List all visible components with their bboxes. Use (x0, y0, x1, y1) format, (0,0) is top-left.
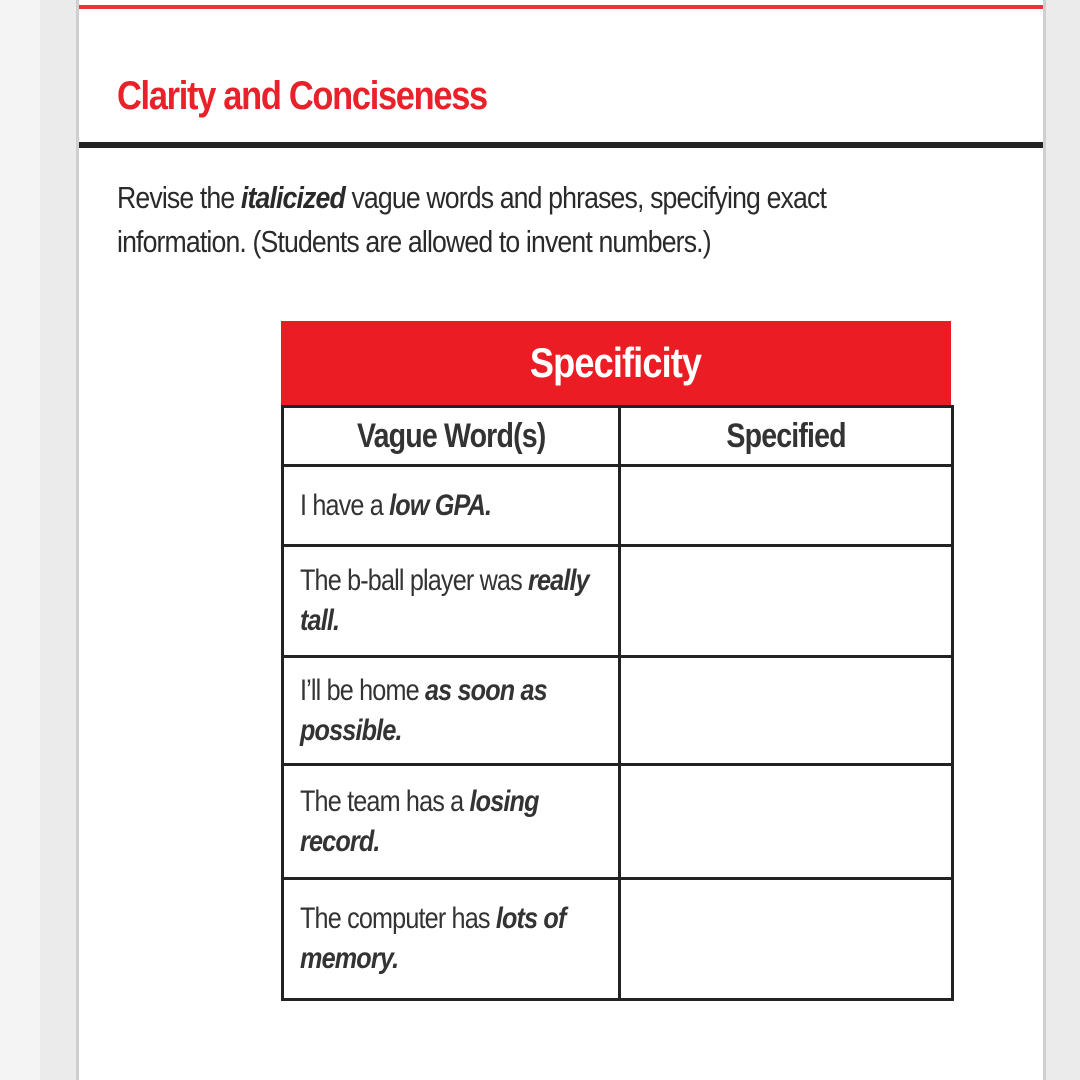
vague-phrase: as soon as possible. (300, 673, 547, 747)
table-row (283, 879, 953, 1000)
header-specified: Specified (620, 407, 953, 466)
vague-cell: I have a low GPA. (283, 466, 620, 546)
table-banner (281, 321, 951, 405)
specified-cell[interactable] (620, 546, 953, 657)
table-header-row (283, 407, 953, 466)
instructions-text-after: vague words and phrases, specifying exact information. (Students are allowed to invent numbers.) (117, 180, 827, 259)
vague-cell: The b-ball player was really tall. (283, 546, 620, 657)
page-title: Clarity and Conciseness (117, 74, 487, 118)
vague-phrase: really tall. (300, 564, 589, 637)
specified-cell[interactable] (620, 765, 953, 879)
vague-phrase: low GPA. (389, 488, 492, 522)
vague-cell: The computer has lots of memory. (283, 879, 620, 1000)
specified-cell[interactable] (620, 466, 953, 546)
vague-cell: The team has a losing record. (283, 765, 620, 879)
document-page (76, 0, 1046, 1080)
specified-cell[interactable] (620, 879, 953, 1000)
instructions-emphasis: italicized (240, 180, 345, 215)
specificity-table (281, 321, 951, 1001)
page-top-rule (79, 5, 1043, 9)
table-row (283, 466, 953, 546)
instructions-text-before: Revise the (117, 180, 241, 215)
specified-cell[interactable] (620, 657, 953, 765)
vague-cell: I’ll be home as soon as possible. (283, 657, 620, 765)
vague-words-table (281, 405, 954, 1001)
title-divider (79, 142, 1043, 148)
table-row (283, 657, 953, 765)
table-banner-title: Specificity (530, 339, 702, 386)
vague-phrase: losing record. (300, 784, 539, 858)
viewer-left-margin (0, 0, 40, 1080)
table-row (283, 765, 953, 879)
header-vague-words: Vague Word(s) (283, 407, 620, 466)
vague-phrase: lots of memory. (300, 902, 566, 975)
table-row (283, 546, 953, 657)
instructions-paragraph (117, 176, 891, 264)
